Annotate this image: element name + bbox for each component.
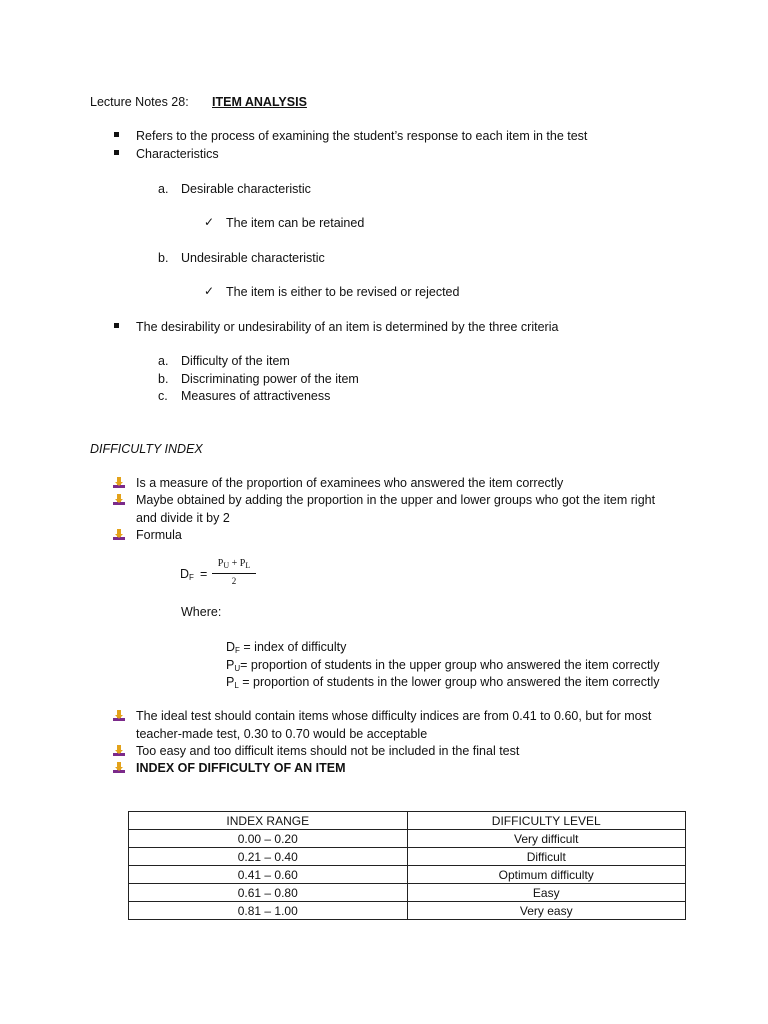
checkmark-icon: ✓ [204,215,215,229]
intro-bullet-2: Characteristics [136,147,219,161]
checkmark-icon: ✓ [204,284,215,298]
square-bullet-icon [114,323,119,328]
char-a-check: The item can be retained [226,216,365,230]
table-cell-range: 0.21 – 0.40 [129,848,408,866]
criteria-bullet: The desirability or undesirability of an item is determined by the three criteria [136,320,559,334]
table-row [129,848,686,866]
formula-denominator: 2 [231,576,237,586]
definition-pl: $P_L$ = proportion of students in the lower group who answered the item correctly [226,675,660,690]
fraction-bar [212,573,256,574]
formula-lhs: $D_F$ [180,567,194,582]
table-cell-range: 0.00 – 0.20 [129,830,408,848]
where-label: Where: [181,605,222,619]
square-bullet-icon [114,132,119,137]
arrow-bullet-icon [112,744,126,758]
table-row [129,902,686,920]
table-header-difficulty-level: DIFFICULTY LEVEL [407,812,686,830]
table-cell-level: Difficult [407,848,686,866]
arrow-bullet-icon [112,528,126,542]
formula-numerator: $P_U + P_L$ [217,558,251,570]
char-b-check: The item is either to be revised or rejected [226,285,460,299]
difficulty-bullet-2-cont: and divide it by 2 [136,511,230,525]
criteria-b-marker: b. [158,372,169,386]
square-bullet-icon [114,150,119,155]
difficulty-heading: DIFFICULTY INDEX [90,442,203,456]
table-cell-level: Easy [407,884,686,902]
arrow-bullet-icon [112,493,126,507]
criteria-c-marker: c. [158,389,168,403]
page-title: ITEM ANALYSIS [212,95,307,109]
arrow-bullet-icon [112,761,126,775]
char-a-label: Desirable characteristic [181,182,311,196]
table-header-row [129,812,686,830]
criteria-b-text: Discriminating power of the item [181,372,359,386]
arrow-bullet-icon [112,476,126,490]
difficulty-bullet-2: Maybe obtained by adding the proportion in the upper and lower groups who got the item right [136,493,656,507]
table-cell-level: Very difficult [407,830,686,848]
difficulty-bullet-3: Formula [136,528,182,542]
notes-label: Lecture Notes 28: [90,95,189,109]
char-b-label: Undesirable characteristic [181,251,325,265]
table-cell-level: Optimum difficulty [407,866,686,884]
criteria-a-marker: a. [158,354,169,368]
intro-bullet-1: Refers to the process of examining the student’s response to each item in the test [136,129,588,143]
difficulty-table [128,811,686,920]
definition-df: $D_F$ = index of difficulty [226,640,347,655]
table-row [129,884,686,902]
char-a-marker: a. [158,182,169,196]
definition-pu: $P_U=$ proportion of students in the upper group who answered the item correctly [226,658,660,673]
criteria-c-text: Measures of attractiveness [181,389,331,403]
table-row [129,866,686,884]
criteria-a-text: Difficulty of the item [181,354,290,368]
arrow-bullet-icon [112,709,126,723]
formula-equals: = [200,567,208,581]
char-b-marker: b. [158,251,169,265]
ideal-test-line-2: teacher-made test, 0.30 to 0.70 would be acceptable [136,727,428,741]
table-row [129,830,686,848]
table-header-index-range: INDEX RANGE [129,812,408,830]
difficulty-bullet-1: Is a measure of the proportion of examinees who answered the item correctly [136,476,564,490]
table-cell-range: 0.41 – 0.60 [129,866,408,884]
ideal-test-line-1: The ideal test should contain items whose difficulty indices are from 0.41 to 0.60, but for most [136,709,652,723]
table-cell-range: 0.81 – 1.00 [129,902,408,920]
too-easy-bullet: Too easy and too difficult items should not be included in the final test [136,744,520,758]
table-cell-range: 0.61 – 0.80 [129,884,408,902]
index-heading-bullet: INDEX OF DIFFICULTY OF AN ITEM [136,761,346,775]
table-cell-level: Very easy [407,902,686,920]
